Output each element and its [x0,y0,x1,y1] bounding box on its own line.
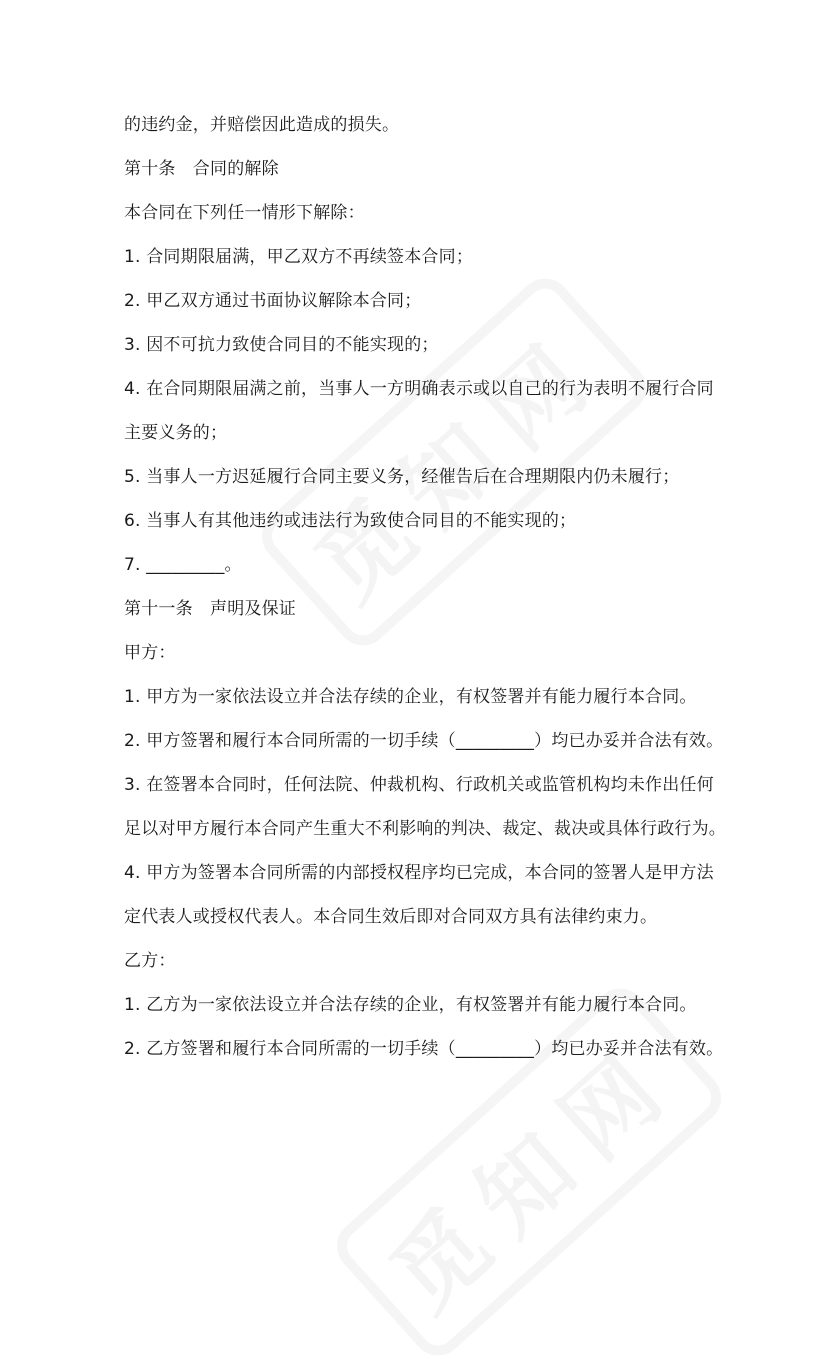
list-item: 2. 甲方签署和履行本合同所需的一切手续（_________）均已办妥并合法有效。 [124,731,724,751]
section-heading: 第十条 合同的解除 [124,159,279,179]
list-item-continuation: 足以对甲方履行本合同产生重大不利影响的判决、裁定、裁决或具体行政行为。 [124,819,726,839]
paragraph-line: 的违约金，并赔偿因此造成的损失。 [124,115,400,135]
list-item: 2. 乙方签署和履行本合同所需的一切手续（_________）均已办妥并合法有效。 [124,1039,724,1059]
party-label: 乙方： [124,951,176,971]
list-item: 3. 因不可抗力致使合同目的不能实现的； [124,335,439,355]
section-heading: 第十一条 声明及保证 [124,599,296,619]
list-item: 1. 合同期限届满，甲乙双方不再续签本合同； [124,247,474,267]
list-item: 1. 乙方为一家依法设立并合法存续的企业，有权签署并有能力履行本合同。 [124,995,697,1015]
list-item: 6. 当事人有其他违约或违法行为致使合同目的不能实现的； [124,511,577,531]
list-item: 4. 在合同期限届满之前，当事人一方明确表示或以自己的行为表明不履行合同 [124,379,714,399]
party-label: 甲方： [124,643,176,663]
list-item: 2. 甲乙双方通过书面协议解除本合同； [124,291,422,311]
list-item: 7. _________。 [124,555,242,575]
list-item: 3. 在签署本合同时，任何法院、仲裁机构、行政机关或监管机构均未作出任何 [124,775,714,795]
list-item: 5. 当事人一方迟延履行合同主要义务，经催告后在合理期限内仍未履行； [124,467,680,487]
list-item-continuation: 主要义务的； [124,423,228,443]
list-item: 1. 甲方为一家依法设立并合法存续的企业，有权签署并有能力履行本合同。 [124,687,697,707]
list-item-continuation: 定代表人或授权代表人。本合同生效后即对合同双方具有法律约束力。 [124,907,658,927]
list-item: 4. 甲方为签署本合同所需的内部授权程序均已完成，本合同的签署人是甲方法 [124,863,714,883]
paragraph-line: 本合同在下列任一情形下解除： [124,203,365,223]
